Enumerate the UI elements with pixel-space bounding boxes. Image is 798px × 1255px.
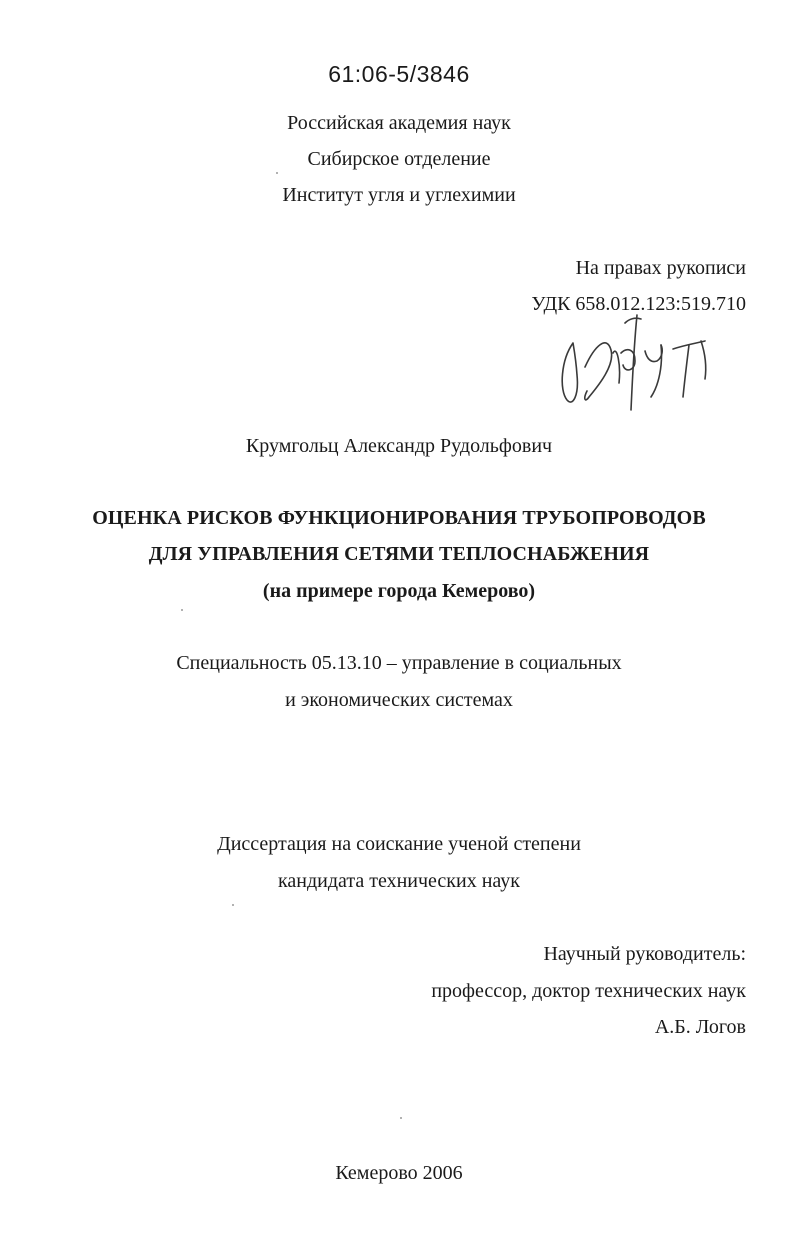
degree-line-1: Диссертация на соискание ученой степени — [217, 833, 581, 855]
supervisor-label: Научный руководитель: — [543, 943, 746, 965]
scan-speck — [232, 904, 234, 906]
organization-line-3: Институт угля и углехимии — [282, 184, 516, 206]
handwritten-signature — [555, 305, 725, 415]
author-name: Крумгольц Александр Рудольфович — [245, 435, 553, 457]
supervisor-name: А.Б. Логов — [654, 1016, 746, 1038]
dissertation-title-line-1: ОЦЕНКА РИСКОВ ФУНКЦИОНИРОВАНИЯ ТРУБОПРОВОДОВ — [92, 507, 706, 529]
place-and-year: Кемерово 2006 — [335, 1162, 463, 1184]
archive-stamp-number: 61:06-5/3846 — [328, 61, 470, 87]
organization-line-2: Сибирское отделение — [307, 148, 491, 170]
specialty-line-2: и экономических системах — [285, 689, 513, 711]
organization-line-1: Российская академия наук — [287, 112, 511, 134]
degree-line-2: кандидата технических наук — [277, 870, 521, 892]
scan-speck — [181, 609, 183, 611]
scan-speck — [276, 172, 278, 174]
dissertation-title-line-2: ДЛЯ УПРАВЛЕНИЯ СЕТЯМИ ТЕПЛОСНАБЖЕНИЯ — [148, 543, 650, 565]
dissertation-subtitle: (на примере города Кемерово) — [262, 580, 536, 602]
manuscript-rights: На правах рукописи — [575, 257, 746, 279]
supervisor-degree: профессор, доктор технических наук — [431, 980, 746, 1002]
udc-code: УДК 658.012.123:519.710 — [531, 293, 746, 315]
scan-speck — [400, 1117, 402, 1119]
specialty-line-1: Специальность 05.13.10 – управление в социальных — [176, 652, 622, 674]
